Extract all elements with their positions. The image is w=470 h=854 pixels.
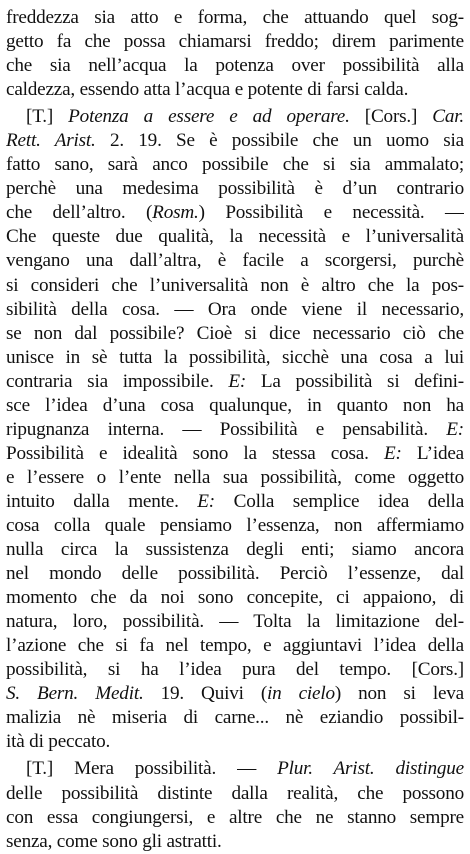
italic-text: Potenza a essere e ad operare. xyxy=(68,106,350,128)
italic-text: Rett. Arist. xyxy=(6,130,96,152)
paragraph xyxy=(6,6,464,102)
text-line: vengano una dall’altra, è facile a scorgersi, purchè xyxy=(6,250,464,272)
paragraph xyxy=(6,105,464,754)
text-line: caldezza, essendo atta l’acqua e potente di farsi calda. xyxy=(6,79,409,101)
text-line: momento che da noi sono concepite, ci appaiono, di xyxy=(6,587,464,609)
text-line: Possibilità e idealità sono la stessa cosa. E: L’idea xyxy=(6,442,464,464)
text-line: [T.] Potenza a essere e ad operare. [Cors.] Car. xyxy=(26,106,464,128)
text-line: se non dal possibile? Cioè si dice necessario ciò che xyxy=(6,322,464,344)
text-line: fatto sano, sarà anco possibile che si sia ammalato; xyxy=(6,154,464,176)
text-line: cosa colla quale pensiamo l’essenza, non affermiamo xyxy=(6,514,464,536)
text-line: ità di peccato. xyxy=(6,731,111,753)
text-line: che sia nell’acqua la potenza over possibilità alla xyxy=(6,55,464,77)
text-line: nulla circa la sussistenza degli enti; siamo ancora xyxy=(6,539,464,561)
text-line: sibilità della cosa. — Ora onde viene il necessario, xyxy=(6,298,464,320)
text-line: sce l’idea d’una cosa qualunque, in quanto non ha xyxy=(6,394,464,416)
text-line: perchè una medesima possibilità è d’un contrario xyxy=(6,178,464,200)
text-line: si consideri che l’universalità non è altro che la pos- xyxy=(6,274,464,296)
text-line: possibilità, si ha l’idea pura del tempo. [Cors.] xyxy=(6,659,464,681)
italic-text: in cielo xyxy=(267,683,335,705)
text-line: natura, loro, possibilità. — Tolta la limitazione del- xyxy=(6,611,464,633)
paragraph xyxy=(6,757,464,853)
italic-text: Rosm. xyxy=(152,202,199,224)
text-line: unisce in sè tutta la possibilità, sicchè una cosa a lui xyxy=(6,346,464,368)
text-line: S. Bern. Medit. 19. Quivi (in cielo) non si leva xyxy=(6,683,464,705)
italic-text: Plur. Arist. distingue xyxy=(277,758,464,780)
text-line: senza, come sono gli astratti. xyxy=(6,830,222,852)
italic-text: Car. xyxy=(432,106,464,128)
text-line: contraria sia impossibile. E: La possibilità si defini- xyxy=(6,370,464,392)
text-line: l’azione che si fa nel tempo, e aggiuntavi l’idea della xyxy=(6,635,464,657)
text-line: e l’essere o l’ente nella sua possibilità, come oggetto xyxy=(6,466,464,488)
text-line: Rett. Arist. 2. 19. Se è possibile che un uomo sia xyxy=(6,130,464,152)
italic-text: E: xyxy=(383,442,402,464)
text-line: che dell’altro. (Rosm.) Possibilità e necessità. — xyxy=(6,202,464,224)
italic-text: E: xyxy=(446,418,464,440)
italic-text: S. Bern. Medit. xyxy=(6,683,144,705)
text-line: malizia nè miseria di carne... nè eziandio possibil- xyxy=(6,707,464,729)
text-line: getto fa che possa chiamarsi freddo; direm parimente xyxy=(6,31,464,53)
text-line: freddezza sia atto e forma, che attuando quel sog- xyxy=(6,7,464,28)
text-line: [T.] Mera possibilità. — Plur. Arist. distingue xyxy=(26,758,464,780)
text-line: con essa congiungersi, e altre che ne stanno sempre xyxy=(6,806,464,828)
text-line: intuito dalla mente. E: Colla semplice idea della xyxy=(6,490,464,512)
text-line: ripugnanza interna. — Possibilità e pensabilità. E: xyxy=(6,418,464,440)
text-line: nel mondo delle possibilità. Perciò l’essenze, dal xyxy=(6,563,464,585)
text-line: delle possibilità distinte dalla realità, che possono xyxy=(6,782,464,804)
italic-text: E: xyxy=(228,370,247,392)
text-line: Che queste due qualità, la necessità e l’universalità xyxy=(6,226,464,248)
italic-text: E: xyxy=(197,490,215,512)
